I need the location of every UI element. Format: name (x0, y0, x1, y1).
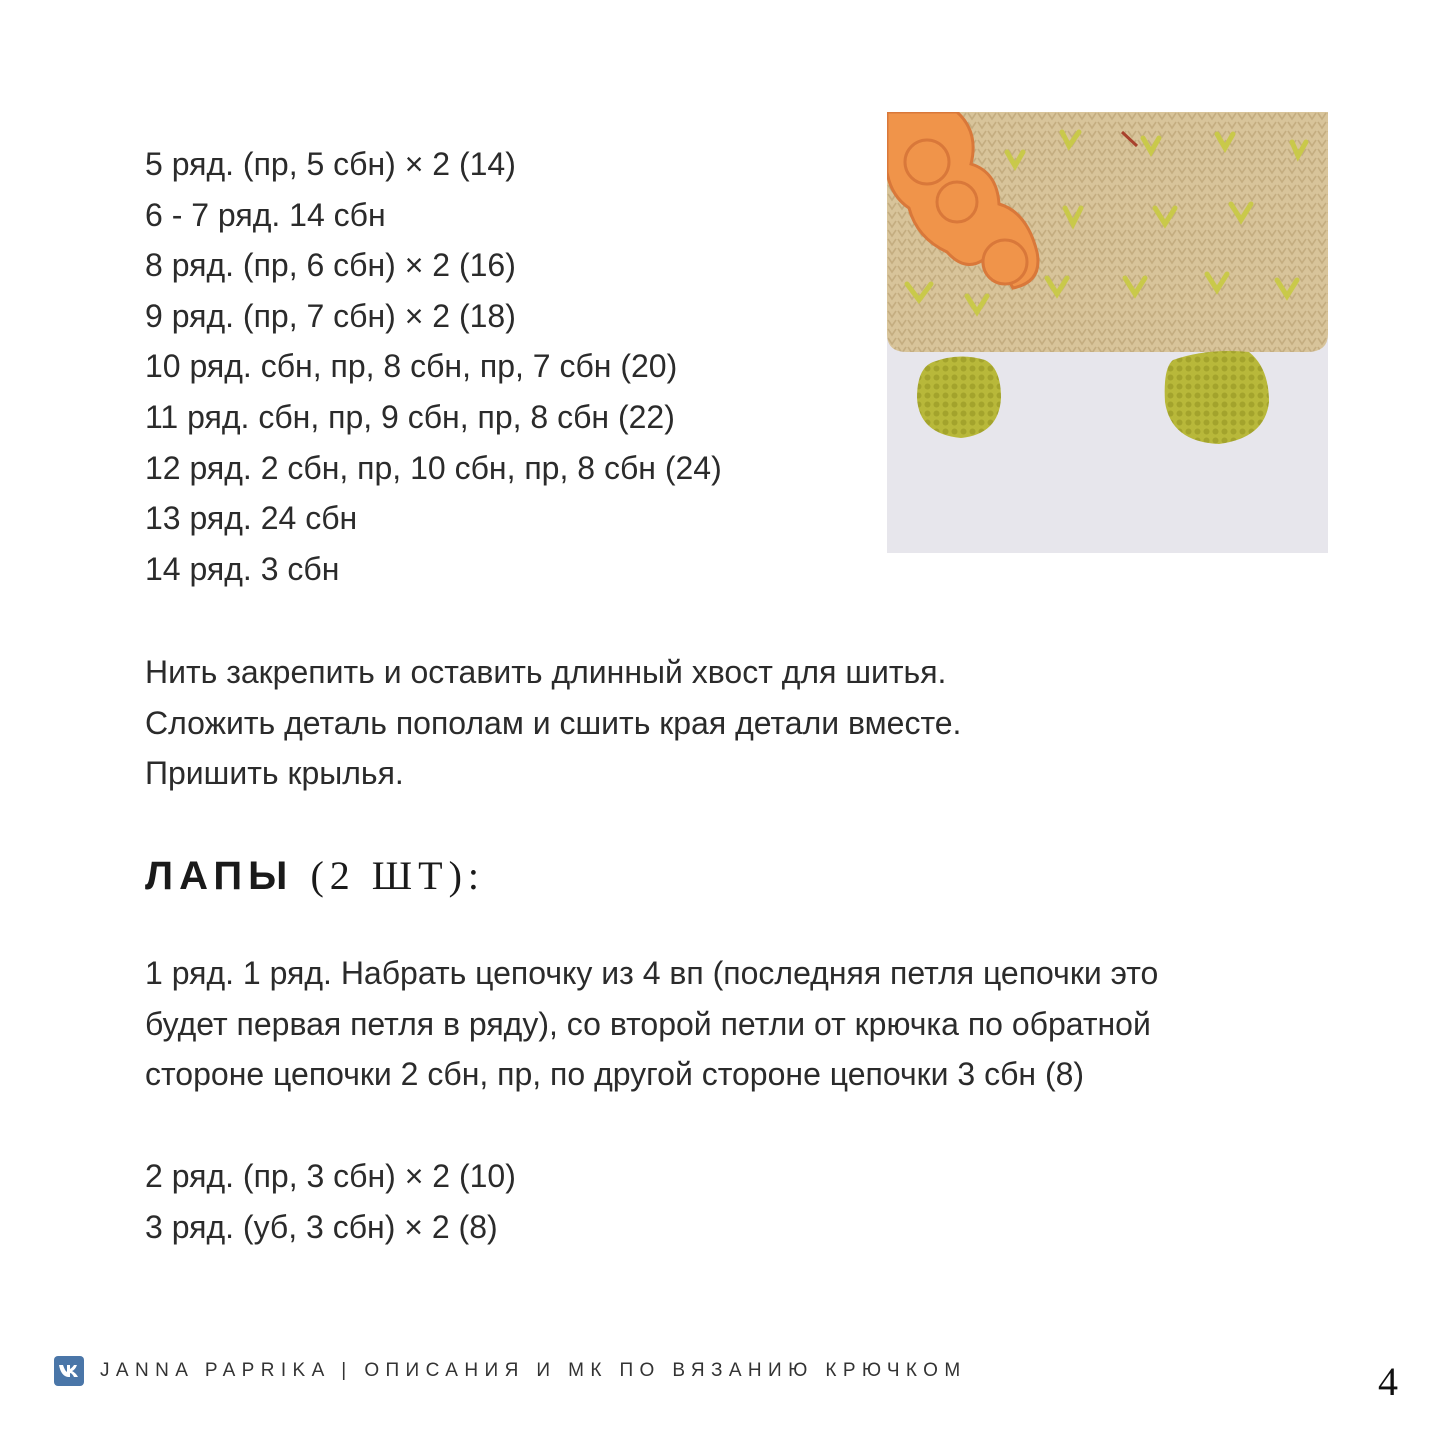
crochet-photo (887, 112, 1328, 553)
row-line: 10 ряд. сбн, пр, 8 сбн, пр, 7 сбн (20) (145, 348, 678, 385)
row-line: 14 ряд. 3 сбн (145, 550, 340, 587)
rows-list (145, 139, 722, 594)
row-line: 13 ряд. 24 сбн (145, 500, 358, 537)
legs-rows-list (145, 1151, 516, 1252)
instructions-block (145, 647, 961, 799)
vk-logo-icon[interactable] (54, 1356, 84, 1386)
row-line: 3 ряд. (уб, 3 сбн) × 2 (8) (145, 1208, 498, 1245)
instruction-line: Нить закрепить и оставить длинный хвост для шитья. (145, 654, 947, 690)
legs-intro (145, 948, 1158, 1100)
row-line: 5 ряд. (пр, 5 сбн) × 2 (14) (145, 146, 516, 182)
row-line: 9 ряд. (пр, 7 сбн) × 2 (18) (145, 297, 516, 334)
row-line: 2 ряд. (пр, 3 сбн) × 2 (10) (145, 1158, 516, 1194)
instruction-line: Пришить крылья. (145, 755, 404, 792)
intro-line: будет первая петля в ряду), со второй петли от крючка по обратной (145, 1005, 1151, 1042)
instruction-line: Сложить деталь пополам и сшить края детали вместе. (145, 704, 962, 741)
page-number: 4 (1378, 1359, 1398, 1404)
row-line: 8 ряд. (пр, 6 сбн) × 2 (16) (145, 247, 516, 284)
footer (54, 1356, 967, 1386)
section-count: (2 ШТ): (310, 853, 486, 898)
row-line: 11 ряд. сбн, пр, 9 сбн, пр, 8 сбн (22) (145, 398, 675, 435)
section-title: ЛАПЫ (145, 854, 294, 898)
intro-line: стороне цепочки 2 сбн, пр, по другой стороне цепочки 3 сбн (8) (145, 1056, 1085, 1093)
brand-text: JANNA PAPRIKA | ОПИСАНИЯ И МК ПО ВЯЗАНИЮ КРЮЧКОМ (100, 1360, 967, 1381)
row-line: 6 - 7 ряд. 14 сбн (145, 196, 386, 233)
section-heading (145, 852, 485, 899)
intro-line: 1 ряд. 1 ряд. Набрать цепочку из 4 вп (последняя петля цепочки это (145, 955, 1159, 991)
row-line: 12 ряд. 2 сбн, пр, 10 сбн, пр, 8 сбн (24) (145, 449, 722, 486)
